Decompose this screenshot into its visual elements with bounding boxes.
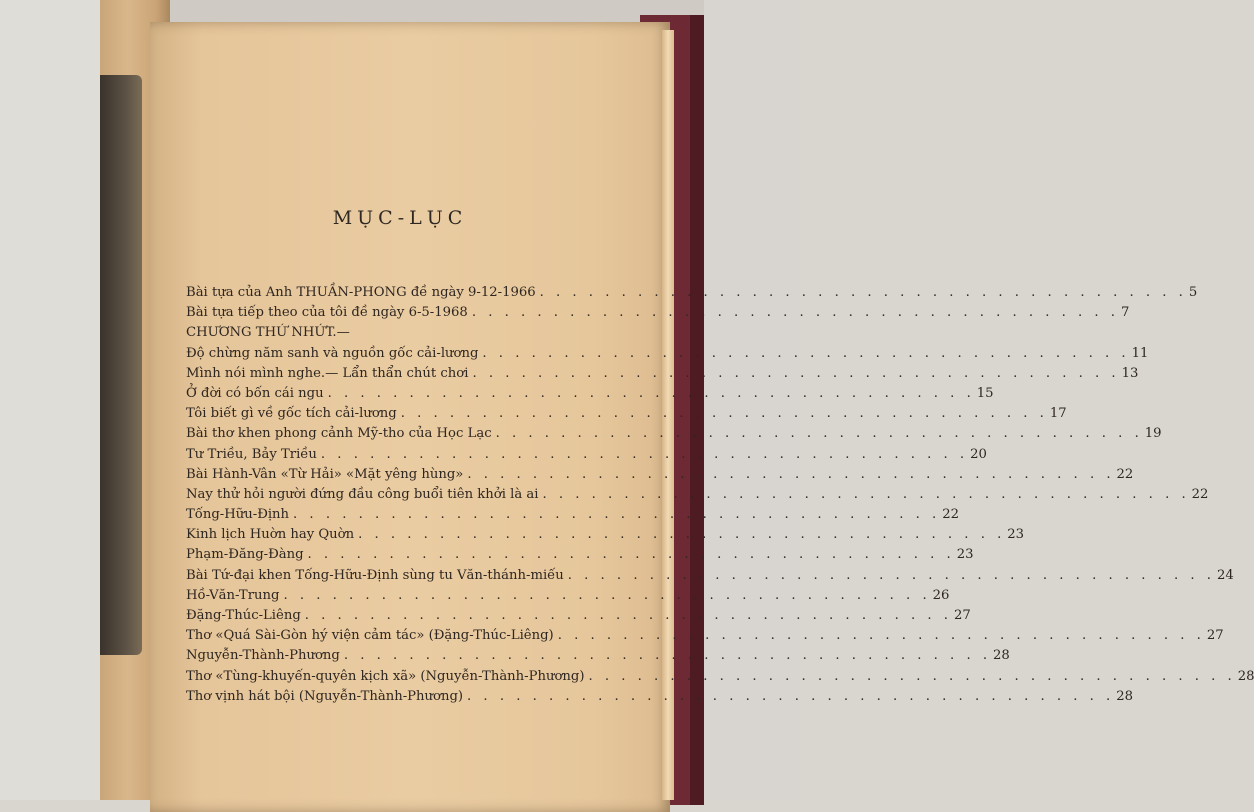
toc-leader-dots: . . . . . . . . . . . . . . . . . . . . . . . . . . . . . . . . . . . . . . . . [495,426,1143,442]
toc-leader-dots: . . . . . . . . . . . . . . . . . . . . . . . . . . . . . . . . . . . . . . . . [471,305,1119,321]
toc-entry-title: Kinh lịch Huờn hay Quờn [186,527,355,543]
toc-page-number: 27 [953,608,971,623]
toc-leader-dots: . . . . . . . . . . . . . . . . . . . . . . . . . . . . . . . . . . . . . . . . [358,527,1006,543]
toc-leader-dots: . . . . . . . . . . . . . . . . . . . . . . . . . . . . . . . . . . . . . . . . [304,608,952,623]
toc-page-number: 28 [1237,668,1254,684]
toc-entry-title: Bài tựa tiếp theo của tôi đề ngày 6-5-1968 [186,305,468,321]
toc-leader-dots: . . . . . . . . . . . . . . . . . . . . . . . . . . . . . . . . . . . . . . . . [343,648,992,664]
toc-entry [186,303,1130,323]
toc-page-number: 22 [1116,466,1134,482]
toc-entry [186,586,950,606]
toc-entry-title: Ở đời có bốn cái ngu [186,385,324,401]
toc-entry [186,646,1010,666]
toc-page-number: 5 [1188,285,1198,300]
toc-leader-dots: . . . . . . . . . . . . . . . . . . . . . . . . . . . . . . . . . . . . . . . . [307,547,955,563]
toc-entry-title: Nay thử hỏi người đứng đầu công buổi tiên khởi là ai [186,486,539,502]
toc-leader-dots: . . . . . . . . . . . . . . . . . . . . . . . . . . . . . . . . . . . . . . . . [482,345,1130,361]
toc-entry-title: Nguyễn-Thành-Phương [186,648,340,664]
toc-entry-title: Hồ-Văn-Trung [186,587,280,603]
toc-leader-dots: . . . . . . . . . . . . . . . . . . . . . . . . . . . . . . . . . . . . . . . . [283,587,931,603]
toc-page-number: 17 [1049,406,1067,422]
toc-page-number: 24 [1216,567,1234,583]
toc-entry [186,485,1209,505]
toc-entry [186,465,1134,485]
toc-leader-dots: . . . . . . . . . . . . . . . . . . . . . . . . . . . . . . . . . . . . . . . . [293,507,941,523]
toc-entry [186,404,1067,424]
toc-entry-title: CHƯƠNG THỨ NHỨT.— [186,325,350,341]
toc-entry-title: Bài Hành-Vân «Từ Hải» «Mặt yêng hùng» [186,466,464,482]
toc-leader-dots: . . . . . . . . . . . . . . . . . . . . . . . . . . . . . . . . . . . . . . . . [539,285,1187,300]
toc-leader-dots: . . . . . . . . . . . . . . . . . . . . . . . . . . . . . . . . . . . . . . . . [542,486,1190,502]
toc-entry-title: Thơ «Quá Sài-Gòn hý viện cảm tác» (Đặng-Thúc-Liêng) [186,628,554,644]
toc-page-number: 28 [1116,688,1133,704]
left-page-photo [100,75,142,655]
toc-entry-title: Bài thơ khen phong cảnh Mỹ-tho của Học Lạc [186,426,492,442]
toc-page-number: 27 [1206,628,1224,644]
toc-page-number: 26 [932,587,950,603]
toc-entry [186,626,1224,646]
toc-page-number: 11 [1131,345,1149,361]
toc-leader-dots: . . . . . . . . . . . . . . . . . . . . . . . . . . . . . . . . . . . . . . . . [467,466,1115,482]
toc-leader-dots: . . . . . . . . . . . . . . . . . . . . . . . . . . . . . . . . . . . . . . . . [588,668,1236,684]
toc-page-number: 23 [956,547,974,563]
toc-entry-title: Thơ «Tùng-khuyến-quyên kịch xã» (Nguyễn-Thành-Phương) [186,668,585,684]
toc-leader-dots: . . . . . . . . . . . . . . . . . . . . . . . . . . . . . . . . . . . . . . . . [472,365,1120,381]
toc-entry [186,384,994,404]
toc-entry-title: Độ chừng năm sanh và nguồn gốc cải-lương [186,345,479,361]
toc-entry [186,344,1149,364]
toc-entry [186,606,971,626]
toc-page-number: 20 [970,446,987,462]
toc-entry [186,545,974,565]
toc-entry [186,667,1254,687]
toc-leader-dots: . . . . . . . . . . . . . . . . . . . . . . . . . . . . . . . . . . . . . . . . [557,628,1205,644]
toc-entry [186,505,959,525]
toc-entry-title: Thơ vịnh hát bội (Nguyễn-Thành-Phương) [186,688,464,704]
toc-entry-title: Bài Tứ-đại khen Tống-Hữu-Định sùng tu Văn-thánh-miếu [186,567,564,583]
toc-leader-dots: . . . . . . . . . . . . . . . . . . . . . . . . . . . . . . . . . . . . . . . . [400,406,1048,422]
toc-leader-dots: . . . . . . . . . . . . . . . . . . . . . . . . . . . . . . . . . . . . . . . . [320,446,969,462]
toc-entry-title: Tôi biết gì về gốc tích cải-lương [186,406,397,422]
toc-page-number: 23 [1007,527,1025,543]
toc-entry [186,424,1162,444]
toc-leader-dots: . . . . . . . . . . . . . . . . . . . . . . . . . . . . . . . . . . . . . . . . [567,567,1215,583]
toc-page-number: 19 [1144,426,1162,442]
toc-leader-dots: . . . . . . . . . . . . . . . . . . . . . . . . . . . . . . . . . . . . . . . . [327,385,975,401]
toc-leader-dots: . . . . . . . . . . . . . . . . . . . . . . . . . . . . . . . . . . . . . . . . [467,688,1115,704]
toc-page-number: 28 [993,648,1010,664]
toc-entry [186,445,987,465]
table-of-contents [186,283,1254,707]
toc-entry-title: Bài tựa của Anh THUẦN-PHONG đề ngày 9-12-1966 [186,285,536,300]
toc-page-number: 7 [1121,305,1130,321]
toc-page-number: 22 [942,507,959,523]
toc-page-number: 13 [1121,365,1139,381]
page-title: MỤC-LỤC [332,207,468,229]
toc-entry [186,283,1198,303]
toc-page-number: 15 [976,385,994,401]
toc-entry [186,525,1025,545]
toc-entry [186,687,1133,707]
toc-entry [186,323,616,343]
background-left [0,0,105,800]
toc-entry-title: Mình nói mình nghe.— Lẩn thẩn chút chơi [186,365,469,381]
toc-entry-title: Đặng-Thúc-Liêng [186,608,301,623]
toc-entry [186,364,1139,384]
toc-page-number: 22 [1191,486,1209,502]
toc-entry-title: Phạm-Đăng-Đàng [186,547,304,563]
toc-entry-title: Tư Triều, Bảy Triều [186,446,317,462]
toc-entry-title: Tống-Hữu-Định [186,507,290,523]
toc-entry [186,566,1234,586]
